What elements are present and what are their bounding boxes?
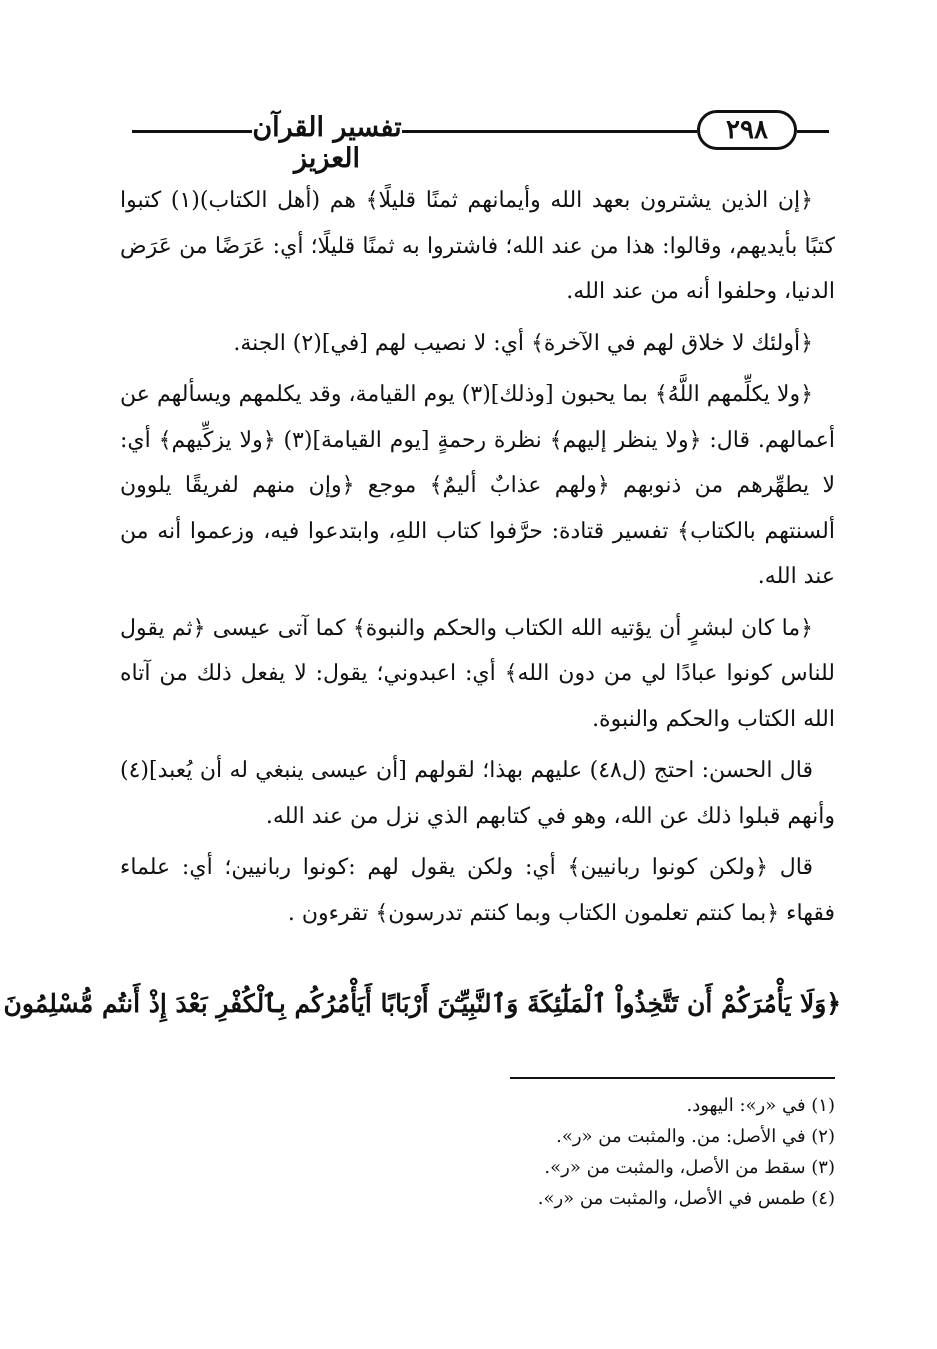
header-rule-left [132, 130, 252, 133]
quran-verse: ﴿وَلَا يَأْمُرَكُمْ أَن تَتَّخِذُواْ ٱلْمَلَٰٓئِكَةَ وَٱلنَّبِيِّـۧنَ أَرْبَابًا أَيَأْمُرُكُم بِٱلْكُفْرِ بَعْدَ إِذْ أَنتُم مُّسْلِمُونَ [3, 989, 841, 1018]
paragraph-3: ﴿ولا يكلِّمهم اللَّهُ﴾ بما يحبون [وذلك](٣) يوم القيامة، وقد يكلمهم ويسألهم عن أعمالهم. قال: ﴿ولا ينظر إليهم﴾ نظرة رحمةٍ [يوم القيامة](٣) ﴿ولا يزكِّيهم﴾ أي: لا يطهِّرهم من ذنوبهم ﴿ولهم عذابٌ أليمٌ﴾ موجع ﴿وإن منهم لفريقًا يلوون ألسنتهم بالكتاب﴾ تفسير قتادة: حرَّفوا كتاب اللهِ، وابتدعوا فيه، وزعموا أنه من عند الله. [120, 382, 835, 589]
footnote-1: (١) في «ر»: اليهود. [686, 1095, 835, 1116]
footnote-3: (٣) سقط من الأصل، والمثبت من «ر». [544, 1157, 835, 1178]
header-rule-middle [402, 130, 697, 133]
footnote-2: (٢) في الأصل: من. والمثبت من «ر». [556, 1126, 835, 1147]
paragraph-4: ﴿ما كان لبشرٍ أن يؤتيه الله الكتاب والحكم والنبوة﴾ كما آتى عيسى ﴿ثم يقول للناس كونوا عبادًا لي من دون الله﴾ أي: اعبدوني؛ يقول: لا يفعل ذلك من آتاه الله الكتاب والحكم والنبوة. [120, 615, 835, 732]
body-text [120, 178, 835, 942]
header-rule-right [797, 130, 829, 133]
page-header [0, 96, 937, 174]
paragraph-2: ﴿أولئك لا خلاق لهم في الآخرة﴾ أي: لا نصيب لهم [في](٢) الجنة. [233, 330, 813, 356]
paragraph-1: ﴿إن الذين يشترون بعهد الله وأيمانهم ثمنًا قليلًا﴾ هم (أهل الكتاب)(١) كتبوا كتبًا بأيديهم، وقالوا: هذا من عند الله؛ فاشتروا به ثمنًا قليلًا؛ أي: عَرَضًا من عَرَض الدنيا، وحلفوا أنه من عند الله. [120, 188, 835, 304]
page-number: ٢٩٨ [697, 110, 797, 150]
footnote-separator [510, 1077, 835, 1079]
paragraph-5: قال الحسن: احتج (ل٤٨) عليهم بهذا؛ لقولهم [أن عيسى ينبغي له أن يُعبد](٤) وأنهم قبلوا ذلك عن الله، وهو في كتابهم الذي نزل من عند الله. [120, 758, 835, 829]
running-title: تفسير القرآن العزيز [252, 112, 402, 174]
footnotes [440, 1090, 835, 1214]
paragraph-6: قال ﴿ولكن كونوا ربانيين﴾ أي: ولكن يقول لهم :كونوا ربانيين؛ أي: علماء فقهاء ﴿بما كنتم تعلمون الكتاب وبما كنتم تدرسون﴾ تقرءون . [120, 855, 835, 926]
footnote-4: (٤) طمس في الأصل، والمثبت من «ر». [537, 1188, 835, 1209]
